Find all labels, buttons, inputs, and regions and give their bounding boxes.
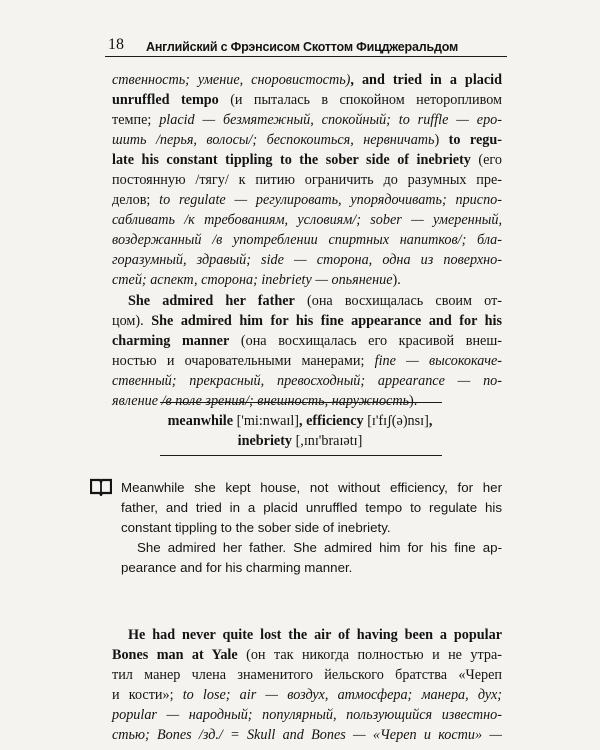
- text-line: [112, 170, 502, 190]
- text-line: [112, 270, 502, 290]
- english-line: constant tippling to the sober side of inebriety.: [121, 520, 391, 535]
- text-line: [112, 685, 502, 705]
- text-run: явление /в поле зрения/; внешность, наружность: [112, 393, 410, 409]
- text-run: постоянную /тягу/ к питию ограничить до разумных пре-: [112, 172, 502, 188]
- text-run: (и пыталась в спокойном неторопливом: [218, 92, 502, 108]
- text-run: горазумный, здравый; side — сторона, одна из поверхно-: [112, 252, 502, 268]
- text-line: [112, 705, 502, 725]
- text-run: (он так никогда полностью и не утра-: [237, 647, 502, 663]
- text-line: [112, 665, 502, 685]
- text-line: [112, 351, 502, 371]
- text-run: unruffled tempo: [112, 92, 219, 108]
- english-line: pearance and for his charming manner.: [121, 560, 353, 575]
- text-line: [112, 291, 502, 311]
- text-run: ).: [392, 272, 401, 288]
- text-run: charming manner: [112, 333, 230, 349]
- text-run: ).: [409, 393, 418, 409]
- transcription-line-1: meanwhile ['mi:nwaɪl], efficiency [ɪ'fɪʃ(ə)nsɪ],: [167, 413, 433, 429]
- word-efficiency: efficiency: [306, 413, 364, 429]
- text-run: воздержанный /в употреблении спиртных напитков/; бла-: [112, 232, 502, 248]
- english-line: Meanwhile she kept house, not without efficiency, for her: [121, 480, 502, 495]
- text-line: [112, 371, 502, 391]
- text-run: Bones man at Yale: [112, 647, 238, 663]
- word-inebriety: inebriety: [237, 433, 293, 449]
- text-run: fine — высококаче-: [374, 353, 502, 369]
- text-run: делов;: [112, 192, 160, 208]
- text-run: стью; Bones /зд./ = Skull and Bones — «Череп и кости» —: [112, 727, 502, 743]
- text-line: [112, 725, 502, 745]
- commentary-paragraph-3: [112, 625, 502, 745]
- text-run: тил манер члена знаменитого йельского братства «Череп: [112, 667, 502, 683]
- transcription-inebriety: [,ɪnɪ'braɪətɪ]: [295, 433, 363, 449]
- english-line: She admired her father. She admired him for his fine ap-: [137, 540, 502, 555]
- text-run: ственный; прекрасный, превосходный; appearance — по-: [112, 373, 502, 389]
- text-run: to regu-: [448, 132, 502, 148]
- page-header: [108, 34, 504, 54]
- text-run: ственность; умение, сноровистость): [112, 72, 351, 88]
- transcription-efficiency: [ɪ'fɪʃ(ə)nsɪ]: [367, 413, 429, 429]
- page-number: 18: [108, 36, 124, 53]
- text-run: сабливать /к требованиям, условиям/; sober — умеренный,: [112, 212, 502, 228]
- text-run: ностью и очаровательными манерами;: [112, 353, 375, 369]
- open-book-icon: [90, 478, 112, 496]
- english-text: [121, 478, 502, 578]
- english-line: father, and tried in a placid unruffled tempo to regulate his: [121, 500, 502, 515]
- text-line: [112, 150, 502, 170]
- text-line: [112, 90, 502, 110]
- transcription-top-rule: [160, 402, 442, 403]
- transcription-bottom-rule: [160, 455, 442, 456]
- text-line: [112, 110, 502, 130]
- header-rule: [105, 56, 507, 57]
- text-line: [112, 210, 502, 230]
- text-line: [112, 645, 502, 665]
- text-run: ): [434, 132, 449, 148]
- text-line: [112, 250, 502, 270]
- text-line: [112, 70, 502, 90]
- text-run: (его: [470, 152, 502, 168]
- text-run: She admired him for his fine appearance and for his: [151, 313, 502, 329]
- transcription-line-2: [150, 431, 450, 451]
- text-line: [112, 230, 502, 250]
- text-run: цом).: [112, 313, 152, 329]
- text-run: popular — народный; популярный, пользующийся известно-: [112, 707, 502, 723]
- transcription-box: [150, 411, 450, 451]
- transcription-meanwhile: ['mi:nwaɪl]: [236, 413, 300, 429]
- commentary-paragraph-2: [112, 291, 502, 411]
- text-run: и кости»;: [112, 687, 183, 703]
- text-line: [112, 391, 502, 411]
- text-line: [112, 190, 502, 210]
- text-run: стей; аспект, сторона; inebriety — опьянение: [112, 272, 393, 288]
- text-run: She admired her father: [128, 293, 295, 309]
- text-run: late his constant tippling to the sober side of inebriety: [112, 152, 471, 168]
- text-run: He had never quite lost the air of having been a popular: [128, 627, 502, 643]
- text-line: [112, 331, 502, 351]
- text-line: [112, 130, 502, 150]
- text-run: (она восхищалась его красивой внеш-: [229, 333, 502, 349]
- text-run: шить /перья, волосы/; беспокоиться, нервничать: [112, 132, 435, 148]
- text-run: placid — безмятежный, спокойный; to ruffle — еро-: [159, 112, 502, 128]
- text-run: темпе;: [112, 112, 160, 128]
- word-meanwhile: meanwhile: [167, 413, 234, 429]
- text-line: [112, 625, 502, 645]
- text-run: , and tried in a placid: [350, 72, 502, 88]
- text-run: (она восхищалась своим от-: [294, 293, 502, 309]
- commentary-paragraph-1: [112, 70, 502, 290]
- text-line: [112, 311, 502, 331]
- text-run: to lose; air — воздух, атмосфера; манера, дух;: [182, 687, 502, 703]
- running-title: Английский с Фрэнсисом Скоттом Фицджеральдом: [146, 40, 459, 54]
- text-run: to regulate — регулировать, упорядочивать; приспо-: [159, 192, 502, 208]
